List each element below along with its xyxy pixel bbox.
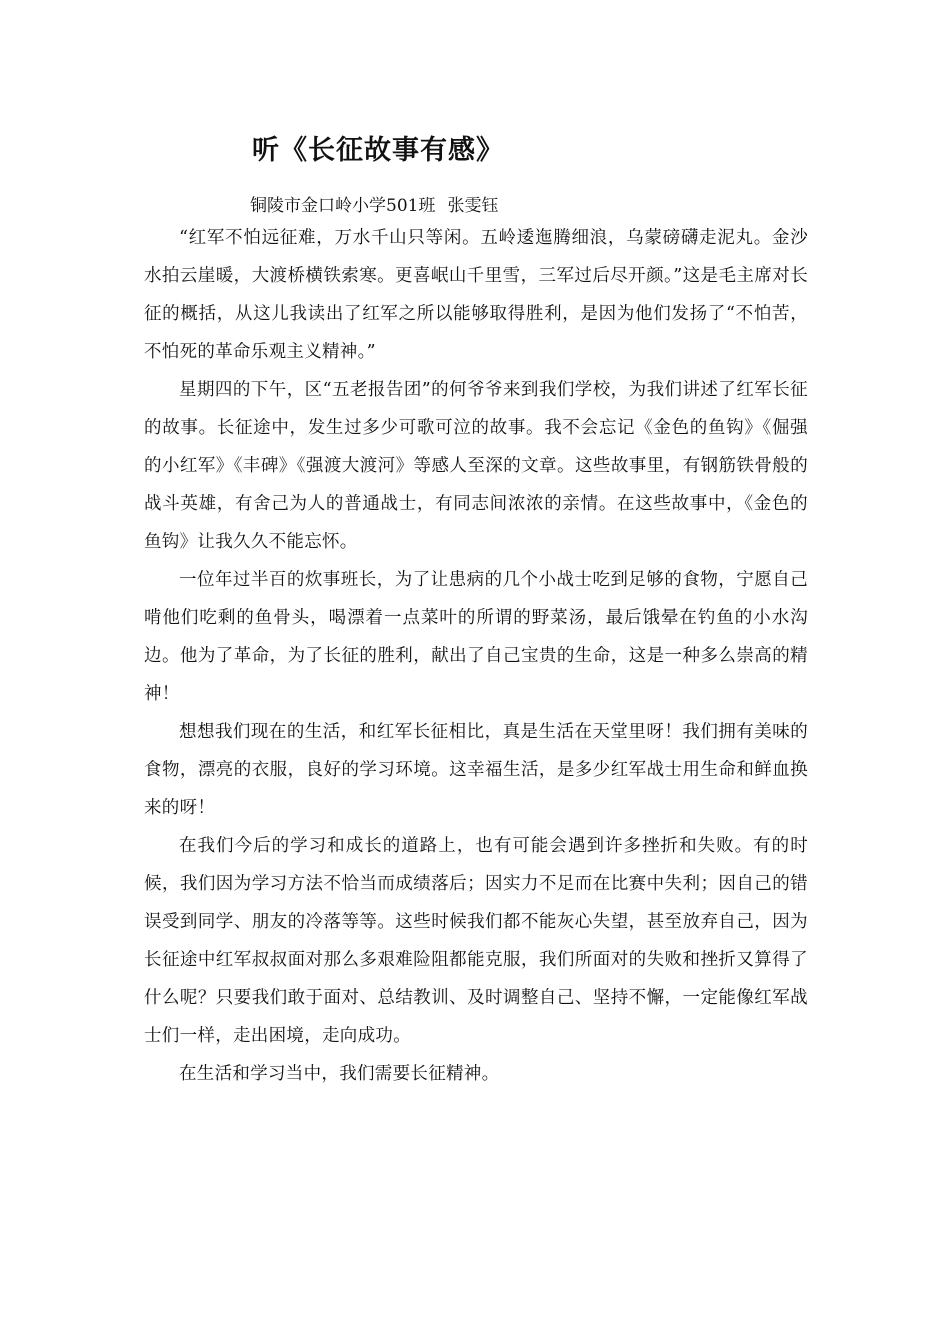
paragraph-5: 在我们今后的学习和成长的道路上，也有可能会遇到许多挫折和失败。有的时候，我们因为学习方法不恰当而成绩落后；因实力不足而在比赛中失利；因自己的错误受到同学、朋友的冷落等等。这些时候我们都不能灰心失望，甚至放弃自己，因为长征途中红军叔叔面对那么多艰难险阻都能克服，我们所面对的失败和挫折又算得了什么呢？只要我们敢于面对、总结教训、及时调整自己、坚持不懈，一定能像红军战士们一样，走出困境，走向成功。: [144, 836, 808, 1046]
paragraph-6: 在生活和学习当中，我们需要长征精神。: [179, 1064, 500, 1084]
author-name: 张雯钰: [447, 196, 499, 216]
school-class: 铜陵市金口岭小学501班: [250, 196, 436, 216]
paragraph-1: “红军不怕远征难，万水千山只等闲。五岭逶迤腾细浪，乌蒙磅礴走泥丸。金沙水拍云崖暖，大渡桥横铁索寒。更喜岷山千里雪，三军过后尽开颜。”这是毛主席对长征的概括，从这儿我读出了红军之所以能够取得胜利，是因为他们发扬了“不怕苦，不怕死的革命乐观主义精神。”: [144, 228, 808, 362]
byline: [250, 191, 498, 216]
paragraph-4: 想想我们现在的生活，和红军长征相比，真是生活在天堂里呀！我们拥有美味的食物，漂亮的衣服，良好的学习环境。这幸福生活，是多少红军战士用生命和鲜血换来的呀！: [144, 722, 808, 818]
article-body: [144, 219, 808, 1093]
paragraph-2: 星期四的下午，区“五老报告团”的何爷爷来到我们学校，为我们讲述了红军长征的故事。长征途中，发生过多少可歌可泣的故事。我不会忘记《金色的鱼钩》《倔强的小红军》《丰碑》《强渡大渡河》等感人至深的文章。这些故事里，有钢筋铁骨般的战斗英雄，有舍己为人的普通战士，有同志间浓浓的亲情。在这些故事中，《金色的鱼钩》让我久久不能忘怀。: [144, 380, 808, 552]
paragraph-3: 一位年过半百的炊事班长，为了让患病的几个小战士吃到足够的食物，宁愿自己啃他们吃剩的鱼骨头，喝漂着一点菜叶的所谓的野菜汤，最后饿晕在钓鱼的小水沟边。他为了革命，为了长征的胜利，献出了自己宝贵的生命，这是一种多么崇高的精神！: [144, 570, 808, 704]
document-title: 听《长征故事有感》: [252, 135, 504, 166]
